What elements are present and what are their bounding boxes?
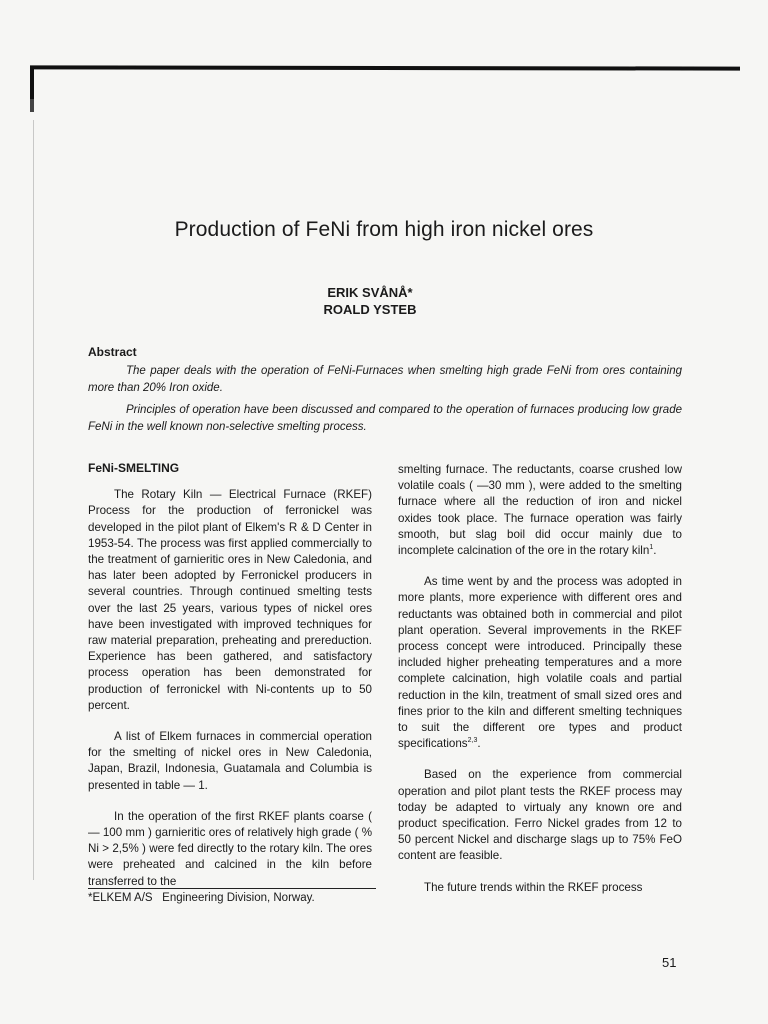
right-paragraph-3: Based on the experience from commercial operation and pilot plant tests the RKEF process may today be adapted to virtualy any known ore and product specification. Ferro Nickel grades from 12 to 50 percent Nickel and discharge slags up to 75% FeO content are feasible. <box>398 768 682 863</box>
left-paragraph-3: In the operation of the first RKEF plants coarse ( — 100 mm ) garnieritic ores of relatively high grade ( % Ni > 2,5% ) were fed directly to the rotary kiln. The ores were preheated and calcined in the kiln before transferred to the <box>88 809 372 888</box>
page-number: 51 <box>662 955 677 970</box>
right-column <box>398 462 682 911</box>
author-2: ROALD YSTEB <box>323 302 417 317</box>
author-1: ERIK SVÅNÅ* <box>327 285 413 300</box>
abstract-label: Abstract <box>88 345 137 359</box>
left-paragraph-1: The Rotary Kiln — Electrical Furnace (RKEF) Process for the production of ferronickel was developed in the pilot plant of Elkem's R & D Center in 1953-54. The process was first applied commercially to the treatment of garnieritic ores in New Caledonia, and has later been adopted by Ferronickel producers in several countries. Through continued smelting tests over the last 25 years, various types of nickel ores have been investigated with improved techniques for raw material preparation, preheating and prereduction. Experience has been gathered, and satisfactory process operation has been demonstrated for production of ferronickel with Ni-contents up to 50 percent. <box>88 488 372 712</box>
right-paragraph-2-text: As time went by and the process was adopted in more plants, more experience with different ores and reductants was obtained both in commercial and pilot plant operation. Several improvements in the RKEF process concept were introduced. Principally these included higher preheating temperatures and a more complete calcination, high volatile coals and partial reduction in the kiln, treatment of small sized ores and fines prior to the kiln and different smelting techniques to suit the different ore types and product specifications <box>398 575 682 751</box>
left-paragraph-2: A list of Elkem furnaces in commercial operation for the smelting of nickel ores in New Caledonia, Japan, Brazil, Indonesia, Guatamala and Columbia is presented in table — 1. <box>88 730 372 792</box>
right-paragraph-2: As time went by and the process was adopted in more plants, more experience with different ores and reductants was obtained both in commercial and pilot plant operation. Several improvements in the RKEF process concept were introduced. Principally these included higher preheating temperatures and a more complete calcination, high volatile coals and partial reduction in the kiln, treatment of small sized ores and fines prior to the kiln and different smelting techniques to suit the different ore types and product specifications$^{2,3}$. <box>398 575 682 751</box>
footnote: *ELKEM A/S Engineering Division, Norway. <box>88 892 315 904</box>
right-paragraph-4: The future trends within the RKEF process <box>424 880 643 894</box>
top-rule <box>30 65 740 70</box>
author-block <box>0 284 740 318</box>
right-paragraph-1: smelting furnace. The reductants, coarse crushed low volatile coals ( —30 mm ), were added to the smelting furnace where all the reduction of iron and nickel oxides took place. The furnace operation was fairly smooth, but slag boil did occur mainly due to incomplete calcination of the ore in the rotary kiln$^1$. <box>398 463 682 558</box>
left-column <box>88 460 372 905</box>
footnote-rule <box>88 888 376 889</box>
abstract-paragraph-1: The paper deals with the operation of FeNi-Furnaces when smelting high grade FeNi from ores containing more than 20% Iron oxide. <box>88 365 682 394</box>
reference-1: 1 <box>649 544 654 552</box>
abstract-paragraph-2: Principles of operation have been discussed and compared to the operation of furnaces producing low grade FeNi in the well known non-selective smelting process. <box>88 404 682 433</box>
right-paragraph-1-text: smelting furnace. The reductants, coarse crushed low volatile coals ( —30 mm ), were added to the smelting furnace where all the reduction of iron and nickel oxides took place. The furnace operation was fairly smooth, but slag boil did occur mainly due to incomplete calcination of the ore in the rotary kiln <box>398 463 682 558</box>
reference-2-3: 2,3 <box>467 737 478 745</box>
section-heading: FeNi-SMELTING <box>88 461 180 475</box>
paper-title: Production of FeNi from high iron nickel ores <box>174 218 594 241</box>
